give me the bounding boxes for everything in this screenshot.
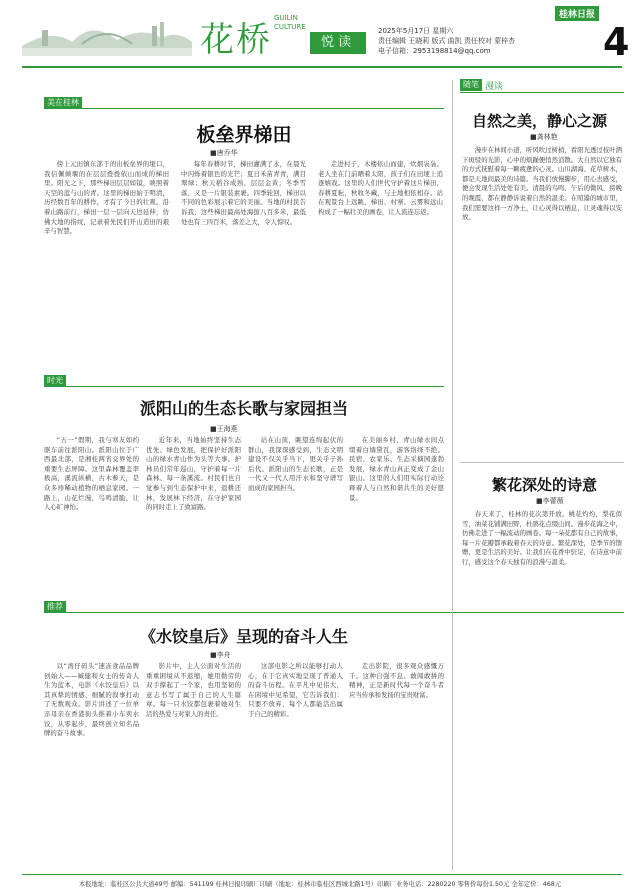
article1-column-3 (318, 160, 443, 365)
article3-paragraph: 走出影院，很多观众感慨万千。这种自强不息、敢闯敢拼的精神，正是新时代每一个奋斗者应当传承和发扬的宝贵财富。 (349, 662, 444, 699)
article1-paragraph: 每年春耕时节，梯田灌满了水，在晨光中闪烁着银色的光芒；夏日禾苗青青，满目翠绿；秋天稻谷成熟，层层金黄；冬季雪落，又是一片银装素裹。四季轮回，梯田以不同的色彩展示着它的美丽。当地的村民告诉我，这些梯田最高处海拔八百多米，最低处也有三四百米，落差之大，令人惊叹。 (181, 160, 306, 226)
article2-paragraph: 站在山顶，眺望连绵起伏的群山，我深深感受到，生态文明建设不仅关乎当下，更关乎子孙后代。派阳山的生态长歌，正是一代又一代人用汗水和坚守谱写而成的家园担当。 (248, 436, 343, 492)
article3-column-2 (146, 662, 241, 868)
article2-paragraph: “五一”假期，我与寒友如约驱车前往派阳山。派阳山位于广西最北部，是湘桂两省交界处的重要生态屏障。这里森林覆盖率极高，溪流纵横，古木参天，是众多珍稀动植物的栖息家园。一路上，山花烂漫，鸟鸣清脆，让人心旷神怡。 (44, 436, 139, 512)
sidebar1-headline: 自然之美，静心之源 (472, 112, 608, 130)
article1-headline: 板垒界梯田 (196, 124, 292, 146)
footer-rule (22, 874, 622, 875)
article2-paragraph: 在美丽乡村，青山绿水间点缀着白墙黛瓦，游客络绎不绝。民宿、农家乐、生态采摘园蓬勃发展，绿水青山真正变成了金山银山。这里的人们用实际行动诠释着人与自然和谐共生的美好愿景。 (349, 436, 444, 502)
article3-paragraph: 影片中，主人公面对生活的重重困境从不退缩，她用勤劳的双手撑起了一个家，也用坚韧的意志书写了属于自己的人生篇章。每一只水饺都包裹着她对生活的热爱与对家人的责任。 (146, 662, 241, 718)
sidebar-divider (460, 462, 624, 463)
article1-column-1 (44, 160, 169, 365)
article1-byline: ■唐乔华 (210, 149, 238, 157)
article3-byline: ■李舟 (210, 651, 231, 659)
article2-column-2 (146, 436, 241, 586)
sidebar2-body (462, 510, 622, 868)
section-subtitle: GUILIN CULTURE (274, 14, 306, 31)
article2-column-4 (349, 436, 444, 586)
edition-info (378, 26, 578, 56)
section-rule (44, 386, 444, 387)
column-divider (452, 80, 453, 870)
footer: 本报地址：临桂区公共大道49号 邮编：541199 桂林日报印刷厂印刷（地址：桂林市临桂区西城北路1号）印刷厂业务电话：2280220 零售价每份1.50元 全年定价：468元 (78, 881, 562, 888)
masthead (0, 0, 640, 70)
article3-headline: 《水饺皇后》呈现的奋斗人生 (139, 627, 348, 646)
section-tag-label: 美在桂林 (44, 97, 82, 109)
page-number: 4 (603, 20, 630, 64)
article1-column-2 (181, 160, 306, 365)
article3-column-4 (349, 662, 444, 868)
editors-line: 责任编辑 王晓莉 版式 曲凯 责任校对 蒙梓杏 (378, 37, 516, 45)
sidebar2-paragraph: 春天来了，桂林的花次第开放。桃花灼灼，梨花似雪，油菜花铺满田野，杜鹃花点缀山间。漫步花海之中，仿佛走进了一幅流动的画卷。每一朵花都有自己的故事，每一片花瓣都承载着春天的诗意。繁花深处，是季节的馈赠，更是生活的美好。让我们在花香中驻足，在诗意中前行，感受这个春天独有的浪漫与温柔。 (462, 510, 622, 566)
article2-column-1 (44, 436, 139, 586)
section-tag-label: 随笔 (460, 79, 482, 91)
article3-column-3 (248, 662, 343, 868)
section-rule (460, 92, 624, 93)
sidebar1-byline: ■龚林艳 (530, 133, 558, 141)
sidebar1-body (462, 146, 622, 456)
paper-name: 桂林日报 (555, 6, 599, 21)
section-rule (44, 108, 444, 109)
article3-paragraph: 这部电影之所以能够打动人心，在于它真实地呈现了普通人的奋斗历程。在平凡中见伟大，在困境中见希望，它告诉我们：只要不放弃，每个人都能活出属于自己的精彩。 (248, 662, 343, 718)
city-skyline-illustration (22, 8, 192, 56)
sidebar2-headline: 繁花深处的诗意 (492, 476, 598, 494)
column-tag: 悦读 (310, 32, 366, 54)
section-tag-label: 推荐 (44, 601, 66, 613)
article2-paragraph: 近年来，当地始终坚持生态优先、绿色发展，把保护好派阳山的绿水青山作为头等大事。护林员们常年巡山，守护着每一片森林、每一条溪流。村民们也自觉参与到生态保护中来，退耕还林，发展林下经济，在守护家园的同时走上了致富路。 (146, 436, 241, 512)
section-title: 花桥 (200, 20, 272, 60)
article2-column-3 (248, 436, 343, 586)
article2-byline: ■王海燕 (210, 425, 238, 433)
email-line: 电子信箱：2953198814@qq.com (378, 47, 491, 55)
article3-column-1 (44, 662, 139, 868)
article2-headline: 派阳山的生态长歌与家园担当 (139, 399, 348, 418)
date-line: 2025年5月17日 星期六 (378, 27, 454, 35)
masthead-rule (22, 66, 622, 68)
article1-paragraph: 走进村子，木楼依山而建，炊烟袅袅。老人坐在门前晒着太阳，孩子们在田埂上追逐嬉戏。这里的人们世代守护着这片梯田，春耕夏耘，秋收冬藏，与土地相依相存。站在观景台上远眺，梯田、村寨、云雾和远山构成了一幅壮美的画卷，让人流连忘返。 (318, 160, 443, 216)
section-tag-sub: 漫谈 (485, 81, 504, 92)
sidebar2-byline: ■李蕾薇 (536, 497, 564, 505)
section-tag-label: 时光 (44, 375, 66, 387)
article1-paragraph: 傍上元田镇东部于的出板垒界的垭口，我信佩倾堰的在层层叠叠依山而成的梯田里。阳光之下，那些梯田层层如镜，映照着天空的蓝与山的青。这里的梯田始于明清，历经数百年的耕作，才有了今日的壮观。沿着山路前行，梯田一层一层向天边延伸，仿佛大地的指纹，记录着先民们开山造田的艰辛与智慧。 (44, 160, 169, 236)
sidebar1-paragraph: 漫步在林间小道，听风吹过树梢，看阳光透过枝叶洒下斑驳的光影，心中的烦躁便悄然消散。大自然以它独有的方式抚慰着每一颗疲惫的心灵。山川湖海、花草树木，都是天地间最美的诗篇。当我们放慢脚步，用心去感受，便会发现生活处处有美。清晨的鸟鸣、午后的微风、傍晚的晚霞，都在静静诉说着自然的温柔。在喧嚣的城市里，我们需要这样一方净土，让心灵得以栖息，让灵魂得以安放。 (462, 146, 622, 222)
article3-paragraph: 以“湾仔码头”速冻食品品牌创始人——臧健和女士的传奇人生为蓝本，电影《水饺皇后》以其真挚的情感、细腻的叙事打动了无数观众。影片讲述了一位单亲母亲在香港街头推着小车卖水饺，从零起步，最终创立知名品牌的奋斗故事。 (44, 662, 139, 738)
section-tag-suibi (460, 78, 503, 92)
